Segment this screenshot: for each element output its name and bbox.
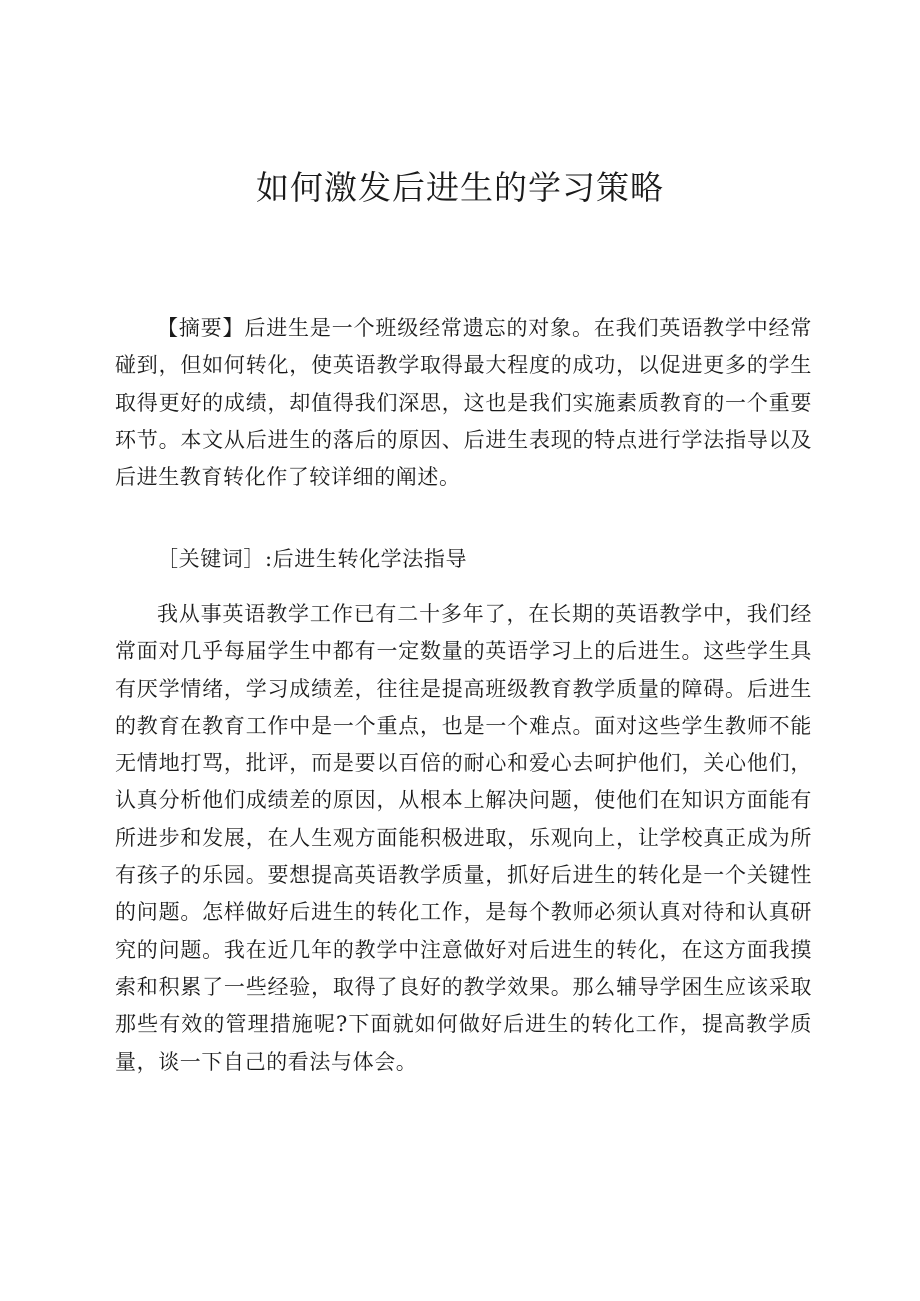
keywords-line: ［关键词］:后进生转化学法指导: [157, 547, 468, 571]
abstract-paragraph: 【摘要】后进生是一个班级经常遗忘的对象。在我们英语教学中经常碰到，但如何转化，使英语教学取得最大程度的成功，以促进更多的学生取得更好的成绩，却值得我们深思，这也是我们实施素质教育的一个重要环节。本文从后进生的落后的原因、后进生表现的特点进行学法指导以及后进生教育转化作了较详细的阐述。: [115, 316, 812, 490]
body-paragraph: 我从事英语教学工作已有二十多年了，在长期的英语教学中，我们经常面对几乎每届学生中都有一定数量的英语学习上的后进生。这些学生具有厌学情绪，学习成绩差，往往是提高班级教育教学质量的障碍。后进生的教育在教育工作中是一个重点，也是一个难点。面对这些学生教师不能无情地打骂，批评，而是要以百倍的耐心和爱心去呵护他们，关心他们，认真分析他们成绩差的原因，从根本上解决问题，使他们在知识方面能有所进步和发展，在人生观方面能积极进取，乐观向上，让学校真正成为所有孩子的乐园。要想提高英语教学质量，抓好后进生的转化是一个关键性的问题。怎样做好后进生的转化工作，是每个教师必须认真对待和认真研究的问题。我在近几年的教学中注意做好对后进生的转化，在这方面我摸索和积累了一些经验，取得了良好的教学效果。那么辅导学困生应该采取那些有效的管理措施呢?下面就如何做好后进生的转化工作，提高教学质量，谈一下自己的看法与体会。: [115, 602, 812, 1074]
document-title: 如何激发后进生的学习策略: [256, 168, 664, 207]
